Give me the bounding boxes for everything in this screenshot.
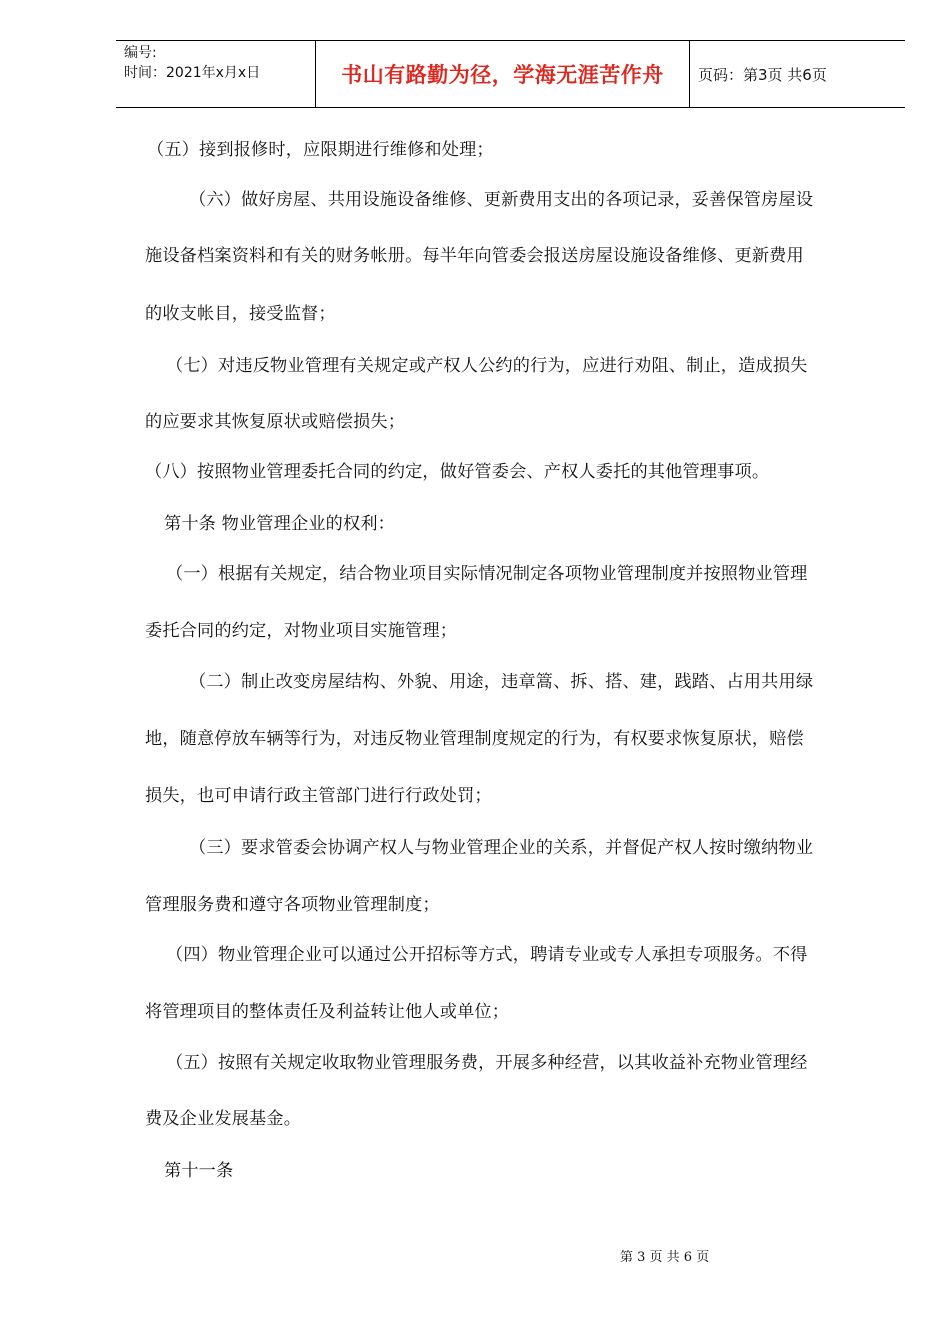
page-info: 页码：第3页 共6页 (698, 65, 827, 84)
paragraph-line: 管理服务费和遵守各项物业管理制度； (145, 895, 440, 915)
paragraph-line: 损失，也可申请行政主管部门进行行政处罚； (145, 786, 492, 806)
paragraph-line: （四）物业管理企业可以通过公开招标等方式，聘请专业或专人承担专项服务。不得 (166, 945, 808, 965)
number-label: 编号: (124, 45, 157, 61)
paragraph-line: （七）对违反物业管理有关规定或产权人公约的行为，应进行劝阻、制止，造成损失 (166, 356, 808, 376)
paragraph-line: 费及企业发展基金。 (145, 1109, 302, 1129)
section-heading: 第十一条 (164, 1161, 234, 1181)
header-page-cell (690, 41, 905, 107)
paragraph-line: 委托合同的约定，对物业项目实施管理； (145, 621, 458, 641)
paragraph-line: 的收支帐目，接受监督； (145, 304, 336, 324)
paragraph-line: （五）接到报修时，应限期进行维修和处理； (147, 140, 494, 160)
paragraph-line: （六）做好房屋、共用设施设备维修、更新费用支出的各项记录，妥善保管房屋设 (189, 190, 814, 210)
paragraph-line: 施设备档案资料和有关的财务帐册。每半年向管委会报送房屋设施设备维修、更新费用 (145, 246, 804, 266)
paragraph-line: （一）根据有关规定，结合物业项目实际情况制定各项物业管理制度并按照物业管理 (166, 564, 808, 584)
header-motto-cell (316, 41, 690, 107)
paragraph-line: （五）按照有关规定收取物业管理服务费，开展多种经营，以其收益补充物业管理经 (166, 1053, 808, 1073)
paragraph-line: （二）制止改变房屋结构、外貌、用途，违章篙、拆、搭、建，践踏、占用共用绿 (189, 672, 814, 692)
motto-text: 书山有路勤为径，学海无涯苦作舟 (341, 63, 664, 87)
paragraph-line: （三）要求管委会协调产权人与物业管理企业的关系，并督促产权人按时缴纳物业 (189, 838, 814, 858)
paragraph-line: 的应要求其恢复原状或赔偿损失； (145, 412, 406, 432)
paragraph-line: （八）按照物业管理委托合同的约定，做好管委会、产权人委托的其他管理事项。 (145, 462, 770, 482)
section-heading: 第十条 物业管理企业的权利： (164, 514, 396, 534)
page-header (116, 40, 905, 108)
header-meta-cell (116, 41, 316, 107)
page-footer: 第 3 页 共 6 页 (620, 1250, 710, 1265)
paragraph-line: 地，随意停放车辆等行为，对违反物业管理制度规定的行为，有权要求恢复原状，赔偿 (145, 729, 804, 749)
time-label: 时间：2021年x月x日 (124, 65, 261, 81)
paragraph-line: 将管理项目的整体责任及利益转让他人或单位； (145, 1002, 510, 1022)
